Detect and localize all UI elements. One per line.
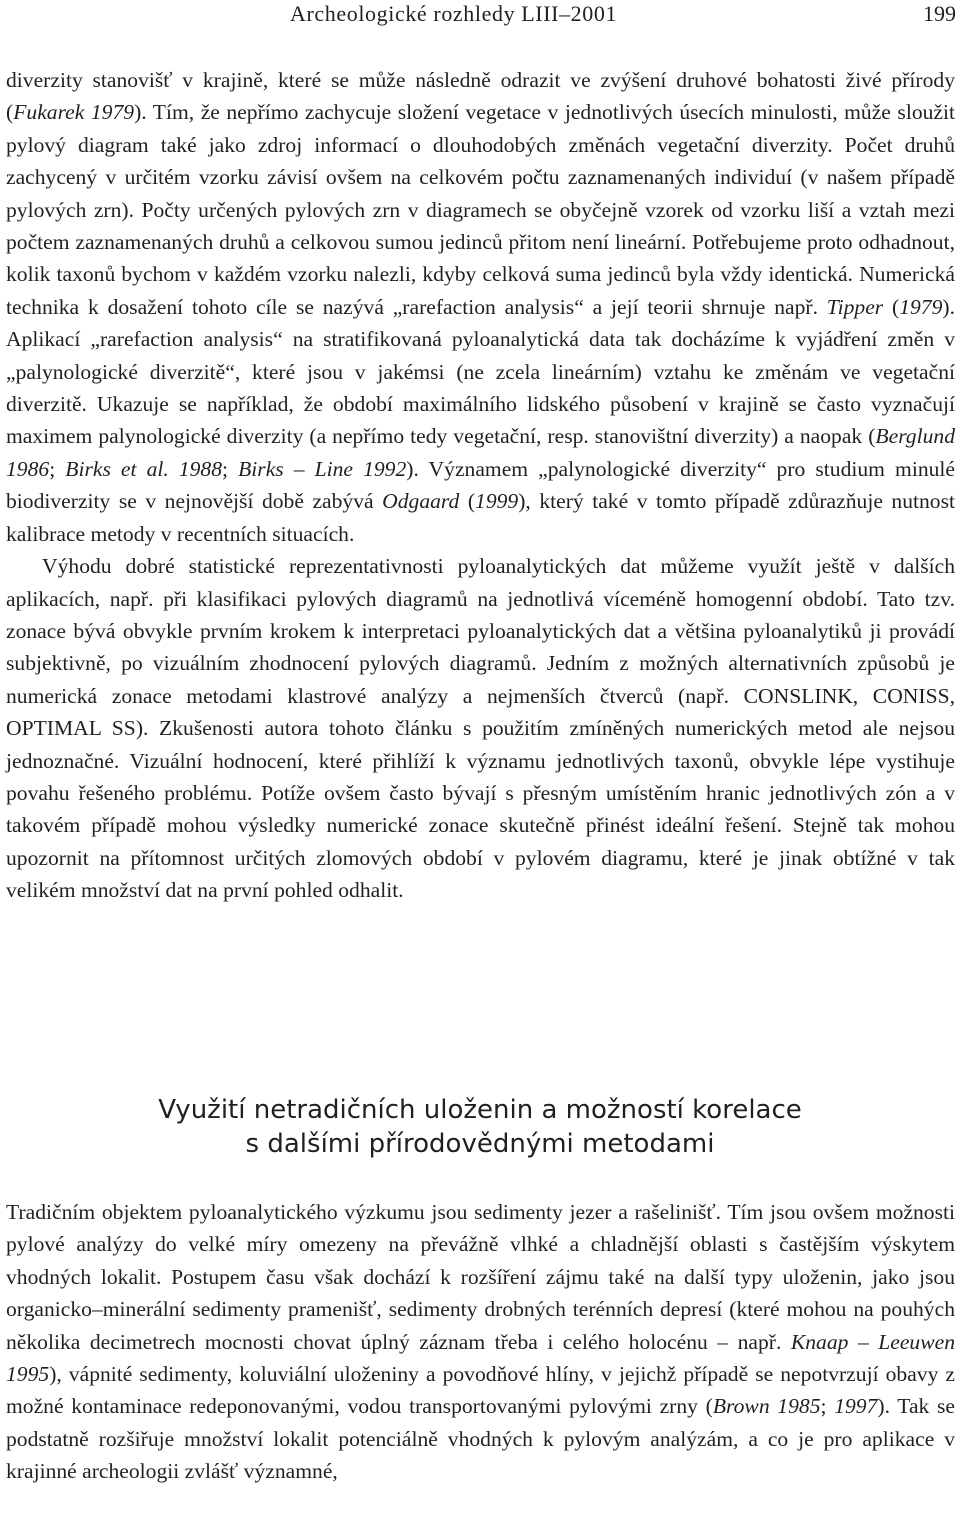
text-run: ; bbox=[820, 1394, 835, 1419]
text-run: ). Aplikací „rarefaction analysis“ na stratifikovaná pyloanalytická data tak docházíme k vyjádření změn v „palynologické diverzitě“, které jsou v jakémsi (ne zcela lineárním) vztahu ke změnám ve vegetační diverzitě. Ukazuje se například, že období maximálního lidského působení v krajině se často vyznačují maximem palynologické diverzity (a nepřímo tedy vegetační, resp. stanovištní diverzity) a naopak ( bbox=[6, 294, 955, 449]
body-text-lower bbox=[6, 1196, 955, 1488]
citation: Berglund 1986 bbox=[6, 424, 955, 481]
paragraph-zonation: Výhodu dobré statistické reprezentativnosti pyloanalytických dat můžeme využít ještě v dalších aplikacích, např. při klasifikaci pylových diagramů na jednotlivá víceméně homogenní období. Tato tzv. zonace bývá obvykle prvním krokem k interpretaci pyloanalytických dat a většina pyloanalytiků ji provádí subjektivně, po vizuálním zhodnocení pylových diagramů. Jedním z možných alternativních způsobů je numerická zonace metodami klastrové analýzy a nejmenších čtverců (např. CONSLINK, CONISS, OPTIMAL SS). Zkušenosti autora tohoto článku s použitím zmíněných numerických metod ale nejsou jednoznačné. Vizuální hodnocení, které přihlíží k významu jednotlivých taxonů, obvykle lépe vystihuje povahu řešeného problému. Potíže ovšem často bývají s přesným umístěním hranic jednotlivých zón a v takovém případě mohou výsledky numerické zonace skutečně přinést ideální řešení. Stejně tak mohou upozornit na přítomnost určitých zlomových období v pylovém diagramu, které je jinak obtížné v tak velikém množství dat na první pohled odhalit. bbox=[6, 554, 955, 903]
running-head bbox=[0, 0, 960, 30]
citation: 1979 bbox=[899, 294, 943, 319]
citation: Birks – Line 1992 bbox=[238, 456, 407, 481]
text-run: Tradičním objektem pyloanalytického výzkumu jsou sedimenty jezer a rašelinišť. Tím jsou ovšem možnosti pylové analýzy do velké míry omezeny na převážně vlhké a chladnější oblasti s častějším výskytem vhodných lokalit. Postupem času však dochází k rozšíření zájmu také na další typy uloženin, jako jsou organicko–minerální sedimenty pramenišť, sedimenty drobných terénních depresí (které mohou na pouhých několika decimetrech mocnosti chovat úplný záznam třeba i celého holocénu – např. bbox=[6, 1200, 955, 1354]
section-heading-line-1: Využití netradičních uloženin a možností korelace bbox=[158, 1095, 802, 1125]
citation: 1999 bbox=[475, 489, 519, 514]
text-run: ). Významem „palynologické diverzity“ pro studium minulé biodiverzity se v nejnovější době zabývá bbox=[6, 456, 956, 514]
paragraph-sediments bbox=[6, 1196, 955, 1488]
section-heading-line-2: s dalšími přírodovědnými metodami bbox=[245, 1129, 715, 1159]
text-run: ). Tím, že nepřímo zachycuje složení vegetace v jednotlivých úsecích minulosti, může sloužit pylový diagram také jako zdroj informací o dlouhodobých změnách vegetační diverzity. Počet druhů zachycený v určitém vzorku závisí ovšem na celkovém počtu zaznamenaných individuí (v našem případě pylových zrn). Počty určených pylových zrn v diagramech se obyčejně vzorek od vzorku liší a vztah mezi počtem zaznamenaných druhů a celkovou sumou jedinců přitom není lineární. Potřebujeme proto odhadnout, kolik taxonů bychom v každém vzorku nalezli, kdyby celková suma jedinců byla vždy identická. Numerická technika k dosažení tohoto cíle se nazývá „rarefaction analysis“ a její teorii shrnuje např. bbox=[6, 100, 956, 319]
journal-title: Archeologické rozhledy LIII–2001 bbox=[290, 1, 618, 26]
citation: Tipper bbox=[826, 294, 884, 319]
paragraph-diversity bbox=[6, 64, 955, 550]
citation: 1997 bbox=[834, 1394, 878, 1419]
text-run: diverzity stanovišť v krajině, které se může následně odrazit ve zvýšení druhové bohatosti živé přírody ( bbox=[6, 68, 955, 125]
text-run: ( bbox=[459, 489, 476, 514]
body-text-upper bbox=[6, 64, 955, 907]
page-number: 199 bbox=[923, 1, 956, 26]
citation: Knaap – Leeuwen 1995 bbox=[6, 1329, 955, 1387]
text-run: ). Tak se podstatně rozšiřuje množství lokalit potenciálně vhodných k pylovým analýzám, a co je pro aplikace v krajinné archeologii zvlášť významné, bbox=[6, 1394, 955, 1484]
text-run: ), který také v tomto případě zdůrazňuje nutnost kalibrace metody v recentních situacích. bbox=[6, 489, 956, 546]
citation: Birks et al. 1988 bbox=[65, 456, 223, 481]
text-run: ; bbox=[49, 456, 66, 481]
text-run: ), vápnité sedimenty, koluviální uloženiny a povodňové hlíny, v jejichž případě se nepotvrzují obavy z možné kontaminace redeponovanými, vodou transportovanými pylovými zrny ( bbox=[6, 1362, 955, 1419]
citation: Brown 1985 bbox=[712, 1394, 821, 1419]
text-run: ( bbox=[883, 294, 900, 319]
citation: Fukarek 1979 bbox=[13, 100, 135, 125]
citation: Odgaard bbox=[382, 489, 460, 514]
section-heading bbox=[0, 1093, 960, 1161]
text-run: ; bbox=[222, 456, 239, 481]
